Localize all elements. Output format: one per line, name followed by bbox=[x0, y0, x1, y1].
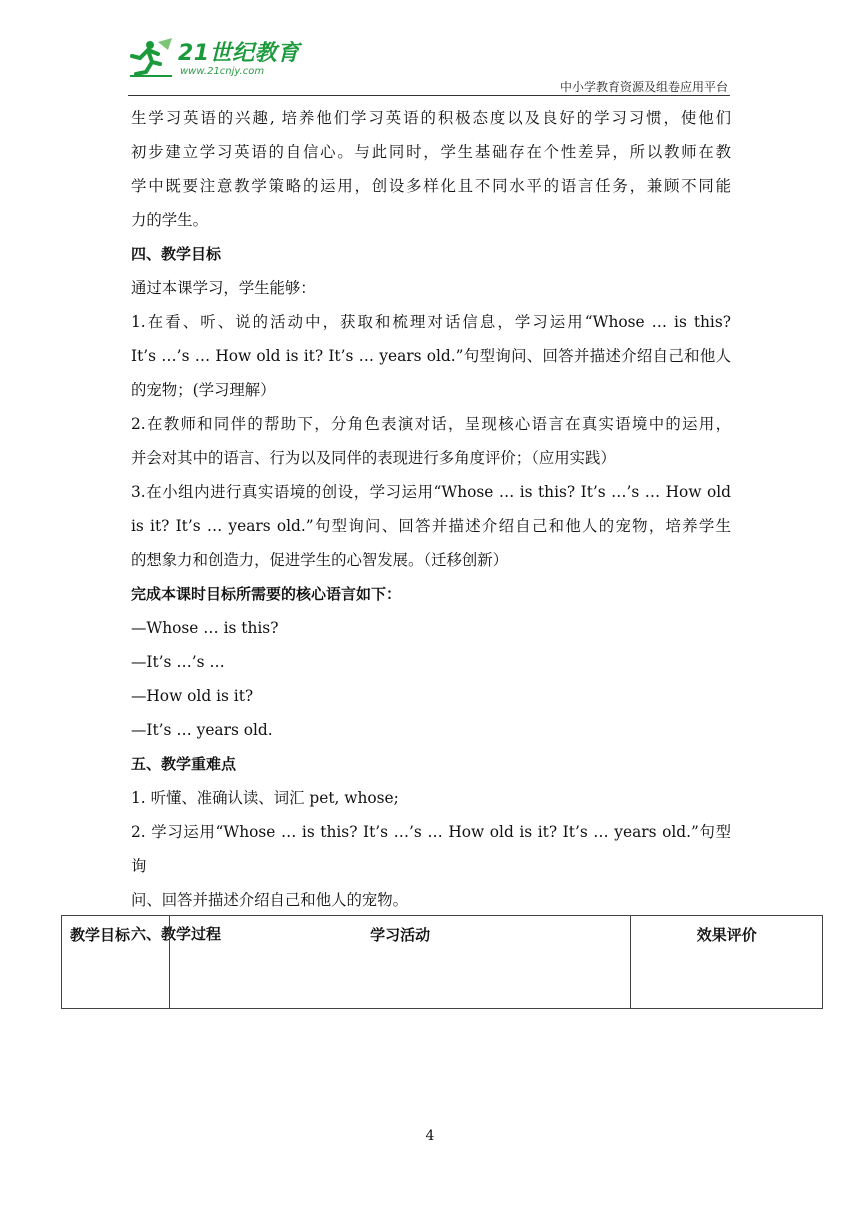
logo bbox=[128, 36, 308, 80]
core-language-line: —It’s …’s … bbox=[131, 653, 225, 671]
objective-3-line: 的想象力和创造力，促进学生的心智发展。（迁移创新） bbox=[131, 551, 509, 569]
header-divider bbox=[128, 95, 730, 96]
key-point-2-line: 问、回答并描述介绍自己和他人的宠物。 bbox=[131, 891, 409, 909]
objective-3-line: 3.在小组内进行真实语境的创设，学习运用“Whose … is this? It’s …’s … How old bbox=[131, 483, 731, 501]
core-language-line: —It’s … years old. bbox=[131, 721, 273, 739]
intro-line: 力的学生。 bbox=[131, 211, 208, 229]
section-heading-key-points: 五、教学重难点 bbox=[131, 755, 237, 773]
logo-url: www.21cnjy.com bbox=[180, 66, 265, 77]
section-heading-objectives: 四、教学目标 bbox=[131, 245, 222, 263]
logo-text: 21世纪教育 bbox=[178, 41, 300, 66]
col-header-evaluation: 效果评价 bbox=[631, 916, 823, 1009]
section-heading-process: 六、教学过程 bbox=[131, 925, 222, 943]
page-number: 4 bbox=[425, 1128, 435, 1144]
page-header bbox=[128, 32, 730, 96]
teaching-process-table bbox=[61, 915, 823, 1009]
intro-line: 初步建立学习英语的自信心。与此同时，学生基础存在个性差异，所以教师在教 bbox=[131, 143, 731, 161]
core-language-line: —How old is it? bbox=[131, 687, 254, 705]
intro-line: 生学习英语的兴趣, 培养他们学习英语的积极态度以及良好的学习习惯，使他们 bbox=[131, 109, 731, 127]
objective-2-line: 2.在教师和同伴的帮助下，分角色表演对话，呈现核心语言在真实语境中的运用， bbox=[131, 415, 731, 433]
objective-1-line: It’s …’s … How old is it? It’s … years old.”句型询问、回答并描述介绍自己和他人 bbox=[131, 347, 731, 365]
header-subtitle: 中小学教育资源及组卷应用平台 bbox=[559, 80, 728, 94]
col-header-activity: 学习活动 bbox=[169, 916, 631, 1009]
table-header-row bbox=[62, 916, 823, 1009]
objective-1-line: 1.在看、听、说的活动中，获取和梳理对话信息，学习运用“Whose … is this? bbox=[131, 313, 731, 331]
intro-line: 学中既要注意教学策略的运用，创设多样化且不同水平的语言任务，兼顾不同能 bbox=[131, 177, 731, 195]
key-point-2-line: 2. 学习运用“Whose … is this? It’s …’s … How old is it? It’s … years old.”句型询 bbox=[131, 823, 731, 875]
core-language-heading: 完成本课时目标所需要的核心语言如下： bbox=[131, 585, 402, 603]
objective-1-line: 的宠物；(学习理解） bbox=[131, 381, 276, 399]
objectives-lead: 通过本课学习，学生能够： bbox=[131, 279, 316, 297]
objective-3-line: is it? It’s … years old.”句型询问、回答并描述介绍自己和他人的宠物，培养学生 bbox=[131, 517, 731, 535]
runner-icon bbox=[128, 36, 176, 80]
key-point-1: 1. 听懂、准确认读、词汇 pet, whose; bbox=[131, 789, 399, 807]
document-body bbox=[131, 101, 731, 951]
col-header-objective: 教学目标 bbox=[62, 916, 170, 1009]
objective-2-line: 并会对其中的语言、行为以及同伴的表现进行多角度评价；（应用实践） bbox=[131, 449, 616, 467]
core-language-line: —Whose … is this? bbox=[131, 619, 279, 637]
